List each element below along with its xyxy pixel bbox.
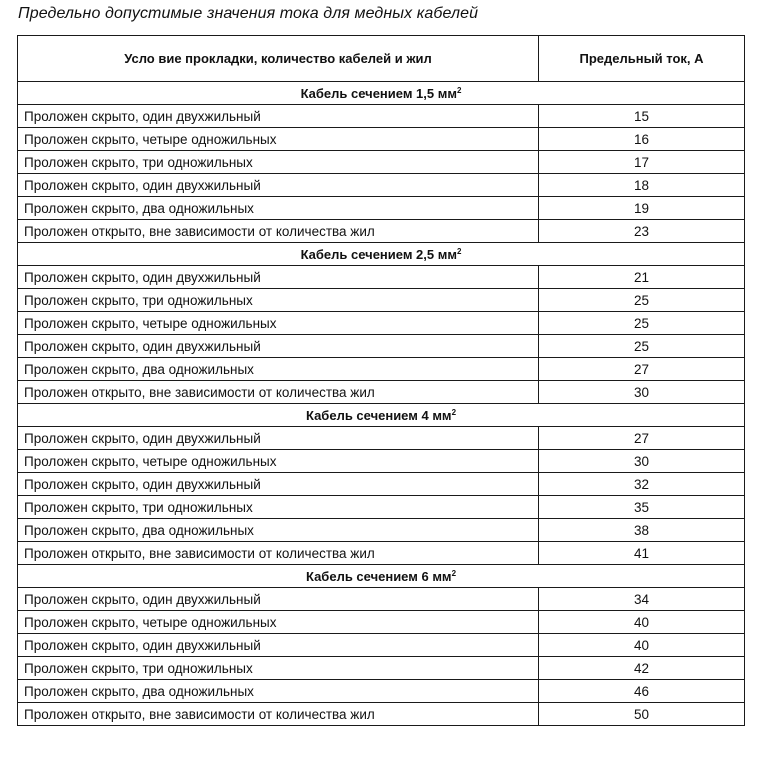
condition-cell: Проложен скрыто, четыре одножильных <box>18 312 539 335</box>
current-cell: 25 <box>539 289 745 312</box>
current-cell: 16 <box>539 128 745 151</box>
table-row <box>18 427 745 450</box>
condition-cell: Проложен скрыто, четыре одножильных <box>18 128 539 151</box>
condition-cell: Проложен скрыто, два одножильных <box>18 680 539 703</box>
group-label-superscript: 2 <box>451 568 457 578</box>
condition-cell: Проложен скрыто, один двухжильный <box>18 427 539 450</box>
current-cell: 32 <box>539 473 745 496</box>
current-cell: 41 <box>539 542 745 565</box>
table-row <box>18 542 745 565</box>
group-label: Кабель сечением 1,5 мм <box>300 85 457 101</box>
current-cell: 27 <box>539 358 745 381</box>
table-row <box>18 197 745 220</box>
current-cell: 30 <box>539 450 745 473</box>
table-row <box>18 519 745 542</box>
group-row <box>18 243 745 266</box>
group-label: Кабель сечением 2,5 мм <box>300 246 457 262</box>
condition-cell: Проложен скрыто, два одножильных <box>18 519 539 542</box>
condition-cell: Проложен скрыто, два одножильных <box>18 197 539 220</box>
cable-current-table <box>17 35 745 726</box>
condition-cell: Проложен скрыто, один двухжильный <box>18 588 539 611</box>
group-label-superscript: 2 <box>456 246 462 256</box>
header-row <box>18 36 745 82</box>
table-row <box>18 128 745 151</box>
condition-cell: Проложен скрыто, один двухжильный <box>18 105 539 128</box>
current-cell: 15 <box>539 105 745 128</box>
condition-cell: Проложен скрыто, три одножильных <box>18 289 539 312</box>
condition-cell: Проложен скрыто, один двухжильный <box>18 473 539 496</box>
current-cell: 46 <box>539 680 745 703</box>
group-label-cell <box>18 565 745 588</box>
condition-cell: Проложен скрыто, три одножильных <box>18 657 539 680</box>
table-row <box>18 588 745 611</box>
group-label-superscript: 2 <box>456 85 462 95</box>
condition-cell: Проложен скрыто, один двухжильный <box>18 335 539 358</box>
condition-cell: Проложен открыто, вне зависимости от количества жил <box>18 703 539 726</box>
table-row <box>18 151 745 174</box>
table-row <box>18 289 745 312</box>
group-label: Кабель сечением 6 мм <box>305 568 452 584</box>
table-row <box>18 220 745 243</box>
table-row <box>18 312 745 335</box>
current-cell: 42 <box>539 657 745 680</box>
table-row <box>18 335 745 358</box>
condition-cell: Проложен открыто, вне зависимости от количества жил <box>18 381 539 404</box>
table-row <box>18 680 745 703</box>
group-label-cell <box>18 404 745 427</box>
current-cell: 25 <box>539 312 745 335</box>
group-row <box>18 82 745 105</box>
table-row <box>18 611 745 634</box>
group-row <box>18 565 745 588</box>
group-label-superscript: 2 <box>451 407 457 417</box>
current-cell: 35 <box>539 496 745 519</box>
condition-cell: Проложен скрыто, четыре одножильных <box>18 450 539 473</box>
table-row <box>18 703 745 726</box>
current-cell: 27 <box>539 427 745 450</box>
table-row <box>18 450 745 473</box>
table-row <box>18 496 745 519</box>
current-cell: 34 <box>539 588 745 611</box>
table-row <box>18 473 745 496</box>
current-cell: 23 <box>539 220 745 243</box>
table-row <box>18 358 745 381</box>
table-row <box>18 634 745 657</box>
group-row <box>18 404 745 427</box>
group-label: Кабель сечением 4 мм <box>305 407 452 423</box>
current-cell: 19 <box>539 197 745 220</box>
current-cell: 18 <box>539 174 745 197</box>
table-row <box>18 105 745 128</box>
header-condition: Усло вие прокладки, количество кабелей и жил <box>18 36 539 82</box>
group-label-cell <box>18 243 745 266</box>
condition-cell: Проложен скрыто, один двухжильный <box>18 266 539 289</box>
current-cell: 40 <box>539 611 745 634</box>
condition-cell: Проложен открыто, вне зависимости от количества жил <box>18 542 539 565</box>
current-cell: 50 <box>539 703 745 726</box>
condition-cell: Проложен скрыто, один двухжильный <box>18 174 539 197</box>
current-cell: 25 <box>539 335 745 358</box>
table-row <box>18 174 745 197</box>
condition-cell: Проложен скрыто, три одножильных <box>18 151 539 174</box>
condition-cell: Проложен открыто, вне зависимости от количества жил <box>18 220 539 243</box>
page-title: Предельно допустимые значения тока для медных кабелей <box>18 5 479 22</box>
header-current: Предельный ток, А <box>539 36 745 82</box>
condition-cell: Проложен скрыто, три одножильных <box>18 496 539 519</box>
condition-cell: Проложен скрыто, четыре одножильных <box>18 611 539 634</box>
group-label-cell <box>18 82 745 105</box>
condition-cell: Проложен скрыто, два одножильных <box>18 358 539 381</box>
table-row <box>18 657 745 680</box>
table-row <box>18 381 745 404</box>
condition-cell: Проложен скрыто, один двухжильный <box>18 634 539 657</box>
current-cell: 40 <box>539 634 745 657</box>
current-cell: 38 <box>539 519 745 542</box>
current-cell: 21 <box>539 266 745 289</box>
current-cell: 30 <box>539 381 745 404</box>
current-cell: 17 <box>539 151 745 174</box>
table-row <box>18 266 745 289</box>
